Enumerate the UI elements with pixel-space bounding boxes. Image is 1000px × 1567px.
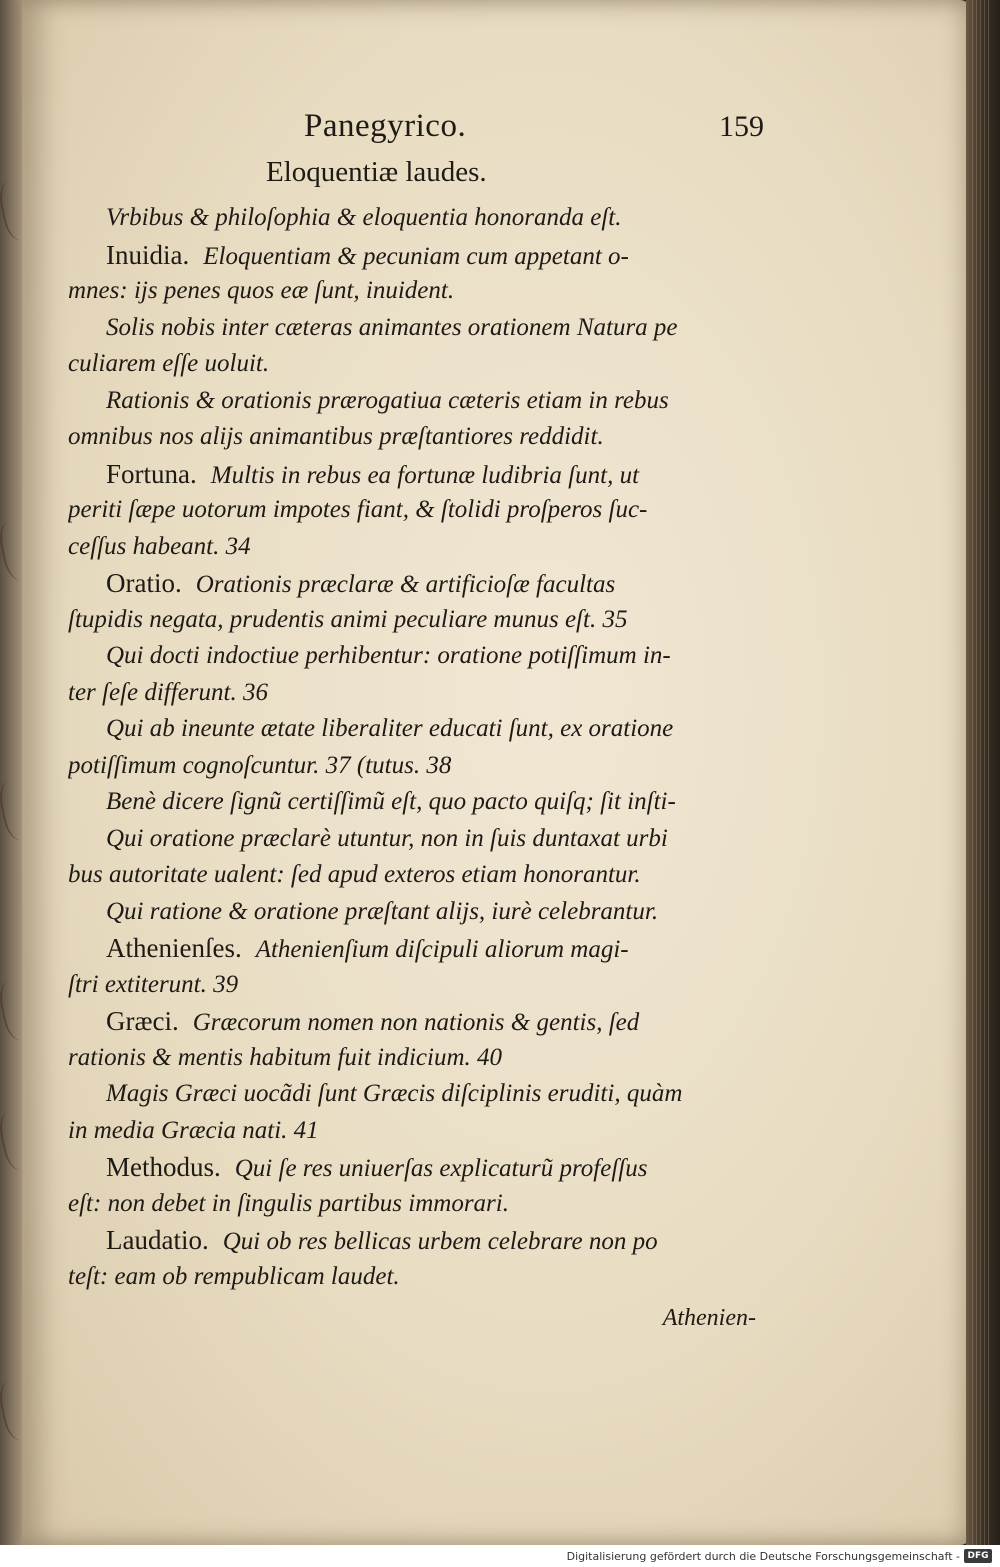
line-text: Magis Græci uocãdi ſunt Græcis diſciplinis eruditi, quàm: [106, 1080, 683, 1107]
text-line: [68, 675, 758, 712]
line-text: Solis nobis inter cæteras animantes orationem Natura pe: [106, 313, 678, 341]
line-text: Qui ſe res uniuerſas explicaturũ profeſſus: [234, 1155, 648, 1182]
line-text: ter ſeſe differunt. 36: [68, 678, 268, 706]
text-line: [68, 748, 758, 785]
line-text: Qui oratione præclarè utuntur, non in ſuis duntaxat urbi: [106, 824, 668, 852]
marginal-keyword: Oratio.: [106, 568, 182, 598]
body-text: [68, 200, 758, 1295]
text-line: [68, 1149, 758, 1186]
line-text: Qui docti indoctiue perhibentur: oratione potiſſimum in-: [106, 642, 671, 669]
line-text: potiſſimum cognoſcuntur. 37 (tutus. 38: [68, 751, 452, 779]
text-line: [68, 237, 758, 274]
text-line: [68, 638, 758, 675]
text-line: [68, 565, 758, 602]
catchword: Athenien-: [662, 1305, 756, 1331]
line-text: Græcorum nomen non nationis & gentis, ſed: [192, 1009, 640, 1036]
line-text: teſt: eam ob rempublicam laudet.: [68, 1262, 400, 1290]
line-text: Qui ab ineunte ætate liberaliter educati ſunt, ex oratione: [106, 715, 674, 742]
line-text: ſtupidis negata, prudentis animi peculiare munus eſt. 35: [68, 605, 628, 633]
text-line: [68, 784, 758, 821]
text-line: [68, 1040, 758, 1077]
text-line: [68, 857, 758, 894]
text-line: [68, 273, 758, 310]
text-line: [68, 1186, 758, 1223]
line-text: mnes: ijs penes quos eæ ſunt, inuident.: [68, 277, 455, 304]
line-text: Orationis præclaræ & artificioſæ facultas: [195, 571, 616, 598]
text-line: [68, 1076, 758, 1113]
text-line: [68, 383, 758, 420]
line-text: ceſſus habeant. 34: [68, 532, 251, 560]
line-text: Athenienſium diſcipuli aliorum magi-: [255, 936, 629, 963]
running-title: Panegyrico.: [304, 108, 467, 144]
line-text: Qui ob res bellicas urbem celebrare non po: [222, 1228, 658, 1255]
text-line: [68, 1003, 758, 1040]
text-line: [68, 711, 758, 748]
running-head: [68, 108, 764, 156]
line-text: Eloquentiam & pecuniam cum appetant o-: [203, 242, 629, 270]
line-text: bus autoritate ualent: ſed apud exteros etiam honorantur.: [68, 861, 641, 888]
text-line: [68, 456, 758, 493]
marginal-keyword: Græci.: [106, 1006, 179, 1036]
text-line: [68, 346, 758, 383]
text-block: [68, 108, 764, 1332]
marginal-keyword: Methodus.: [106, 1152, 221, 1182]
text-line: [68, 894, 758, 931]
fore-edge: [966, 0, 1000, 1545]
marginal-keyword: Laudatio.: [106, 1225, 209, 1255]
line-text: periti ſæpe uotorum impotes fiant, & ſtolidi proſperos ſuc-: [68, 496, 648, 523]
text-line: [68, 1113, 758, 1150]
text-line: [68, 419, 758, 456]
line-text: Qui ratione & oratione præſtant alijs, iurè celebrantur.: [106, 897, 659, 925]
marginal-keyword: Athenienſes.: [106, 933, 242, 963]
line-text: Benè dicere ſignũ certiſſimũ eſt, quo pacto quiſq; ſit inſti-: [106, 788, 676, 815]
text-line: [68, 1259, 758, 1296]
section-title: Eloquentiæ laudes.: [266, 156, 487, 188]
line-text: Vrbibus & philoſophia & eloquentia honoranda eſt.: [106, 204, 622, 231]
line-text: in media Græcia nati. 41: [68, 1116, 319, 1144]
text-line: [68, 1222, 758, 1259]
line-text: Rationis & orationis prærogatiua cæteris etiam in rebus: [106, 386, 669, 414]
line-text: omnibus nos alijs animantibus præſtantiores reddidit.: [68, 423, 604, 450]
text-line: [68, 930, 758, 967]
text-line: [68, 967, 758, 1004]
page-number: 159: [719, 110, 764, 143]
line-text: Multis in rebus ea fortunæ ludibria ſunt, ut: [210, 461, 640, 489]
marginal-keyword: Inuidia.: [106, 239, 190, 270]
text-line: [68, 492, 758, 529]
line-text: ſtri extiterunt. 39: [68, 970, 239, 998]
text-line: [68, 529, 758, 566]
text-line: [68, 310, 758, 347]
line-text: rationis & mentis habitum fuit indicium. 40: [68, 1043, 503, 1071]
text-line: [68, 821, 758, 858]
footer-bar: [0, 1545, 1000, 1567]
text-line: [68, 602, 758, 639]
dfg-logo: DFG: [964, 1549, 992, 1563]
line-text: eſt: non debet in ſingulis partibus immorari.: [68, 1189, 509, 1217]
text-line: [68, 200, 758, 237]
marginal-keyword: Fortuna.: [106, 458, 197, 489]
line-text: culiarem eſſe uoluit.: [68, 350, 270, 377]
footer-credit: Digitalisierung gefördert durch die Deutsche Forschungsgemeinschaft -: [566, 1550, 960, 1563]
